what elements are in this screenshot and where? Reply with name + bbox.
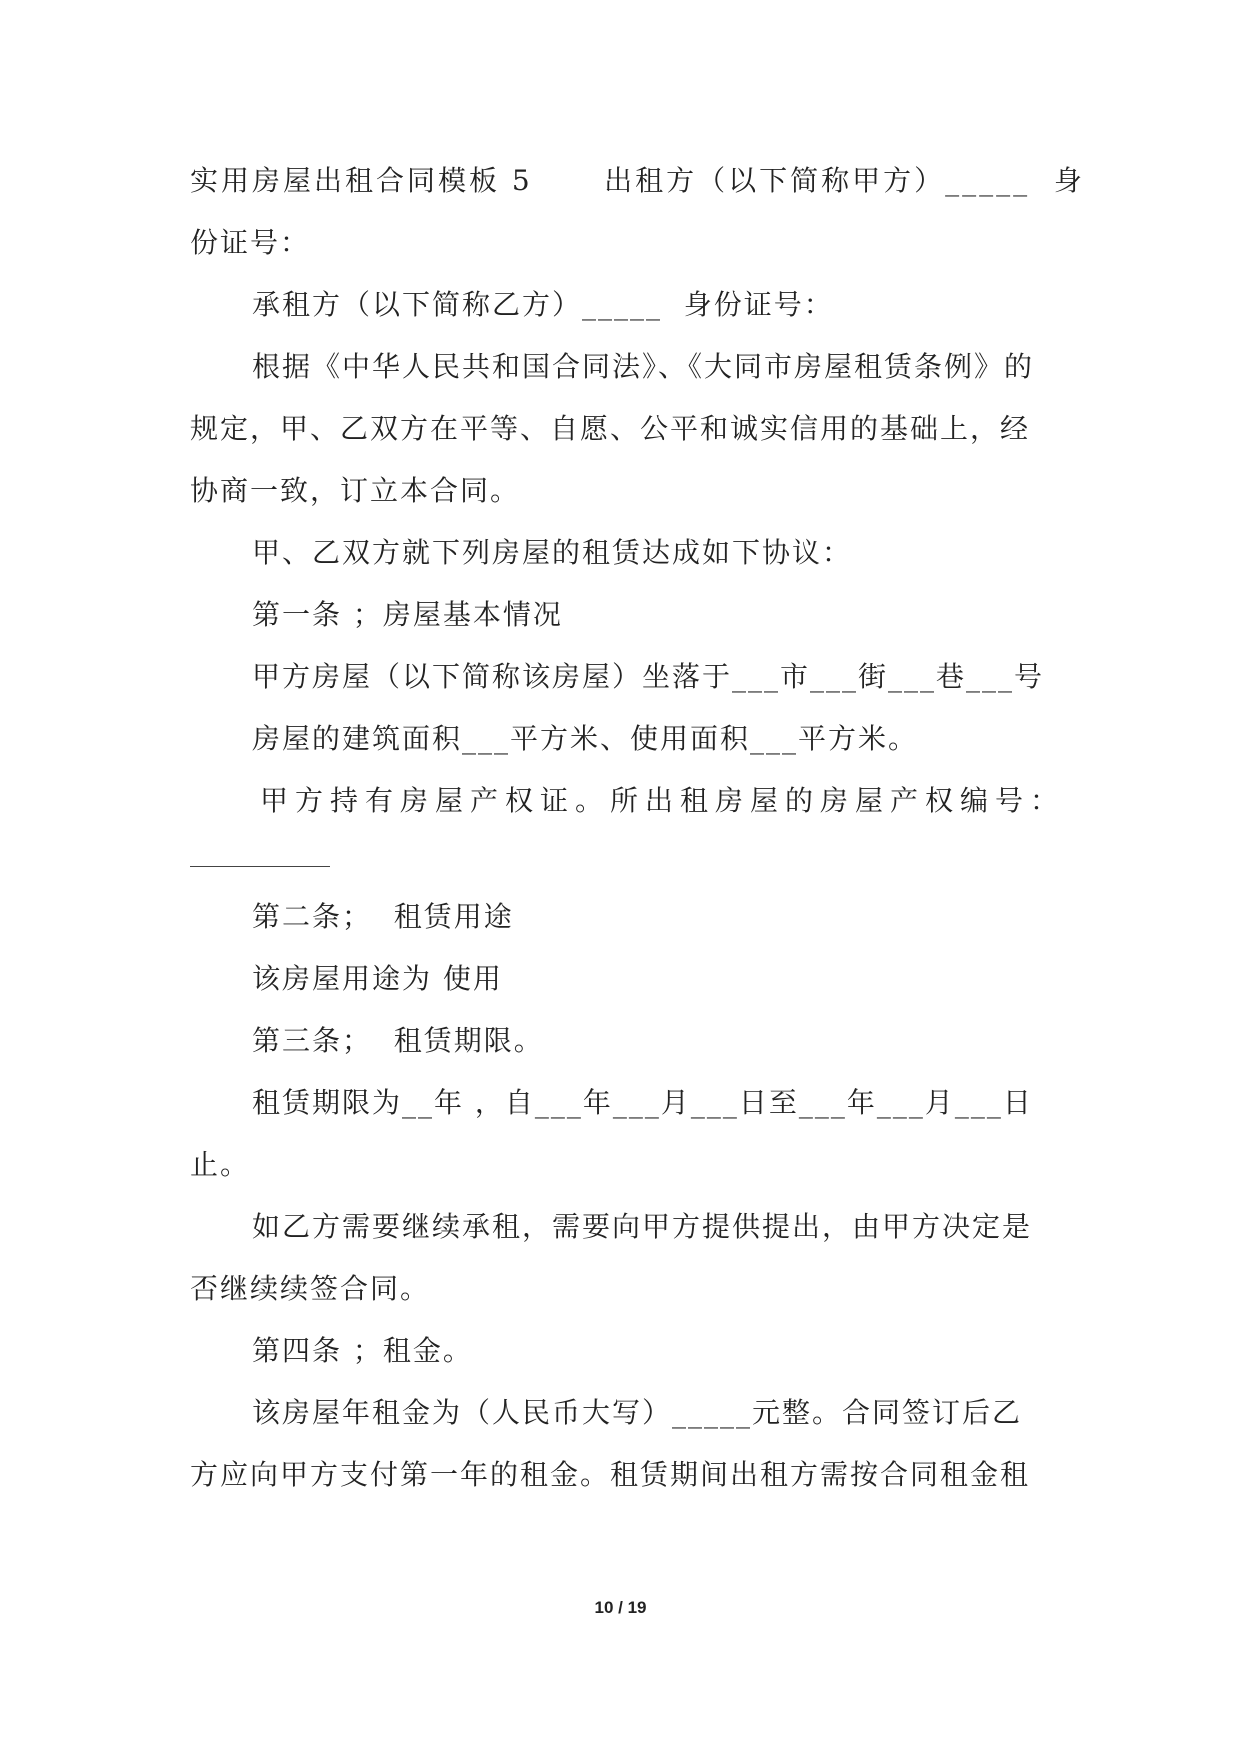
text-line: 甲、乙双方就下列房屋的租赁达成如下协议： xyxy=(252,536,853,569)
text-line: 根据《中华人民共和国合同法》、《大同市房屋租赁条例》的 xyxy=(252,350,1035,383)
section-heading: 第一条 ；房屋基本情况 xyxy=(252,598,563,631)
page-number: 10 / 19 xyxy=(594,1598,647,1617)
text-line: 否继续续签合同。 xyxy=(190,1272,431,1305)
text-line: 甲方房屋（以下简称该房屋）坐落于___市___街___巷___号 xyxy=(252,660,1045,693)
section-heading: 第二条； 租赁用途 xyxy=(252,900,514,933)
text-line: 止。 xyxy=(190,1148,251,1181)
text-line: 该房屋年租金为（人民币大写）_____元整。合同签订后乙 xyxy=(252,1396,1023,1429)
text-line: 实用房屋出租合同模板 5 出租方（以下简称甲方）_____ 身 xyxy=(190,164,1085,197)
text-line: 方应向甲方支付第一年的租金。租赁期间出租方需按合同租金租 xyxy=(190,1458,1031,1491)
text-line: 租赁期限为__年 ，自___年___月___日至___年___月___日 xyxy=(252,1086,1033,1119)
text-line: 份证号： xyxy=(190,226,311,259)
document-body xyxy=(190,150,1085,1506)
text-line: 房屋的建筑面积___平方米、使用面积___平方米。 xyxy=(252,722,919,755)
blank-rule xyxy=(190,842,1050,886)
text-line: 承租方（以下简称乙方）_____ 身份证号： xyxy=(252,288,834,321)
text-line: 甲方持有房屋产权证。所出租房屋的房屋产权编号： xyxy=(260,784,1066,817)
section-heading: 第四条 ；租金。 xyxy=(252,1334,473,1367)
text-line: 该房屋用途为 使用 xyxy=(252,962,503,995)
text-line: 规定，甲、乙双方在平等、自愿、公平和诚实信用的基础上，经 xyxy=(190,412,1031,445)
text-line: 协商一致，订立本合同。 xyxy=(190,474,521,507)
text-line: 如乙方需要继续承租，需要向甲方提供提出，由甲方决定是 xyxy=(252,1210,1033,1243)
blank-rule-line xyxy=(190,865,330,867)
section-heading: 第三条； 租赁期限。 xyxy=(252,1024,544,1057)
